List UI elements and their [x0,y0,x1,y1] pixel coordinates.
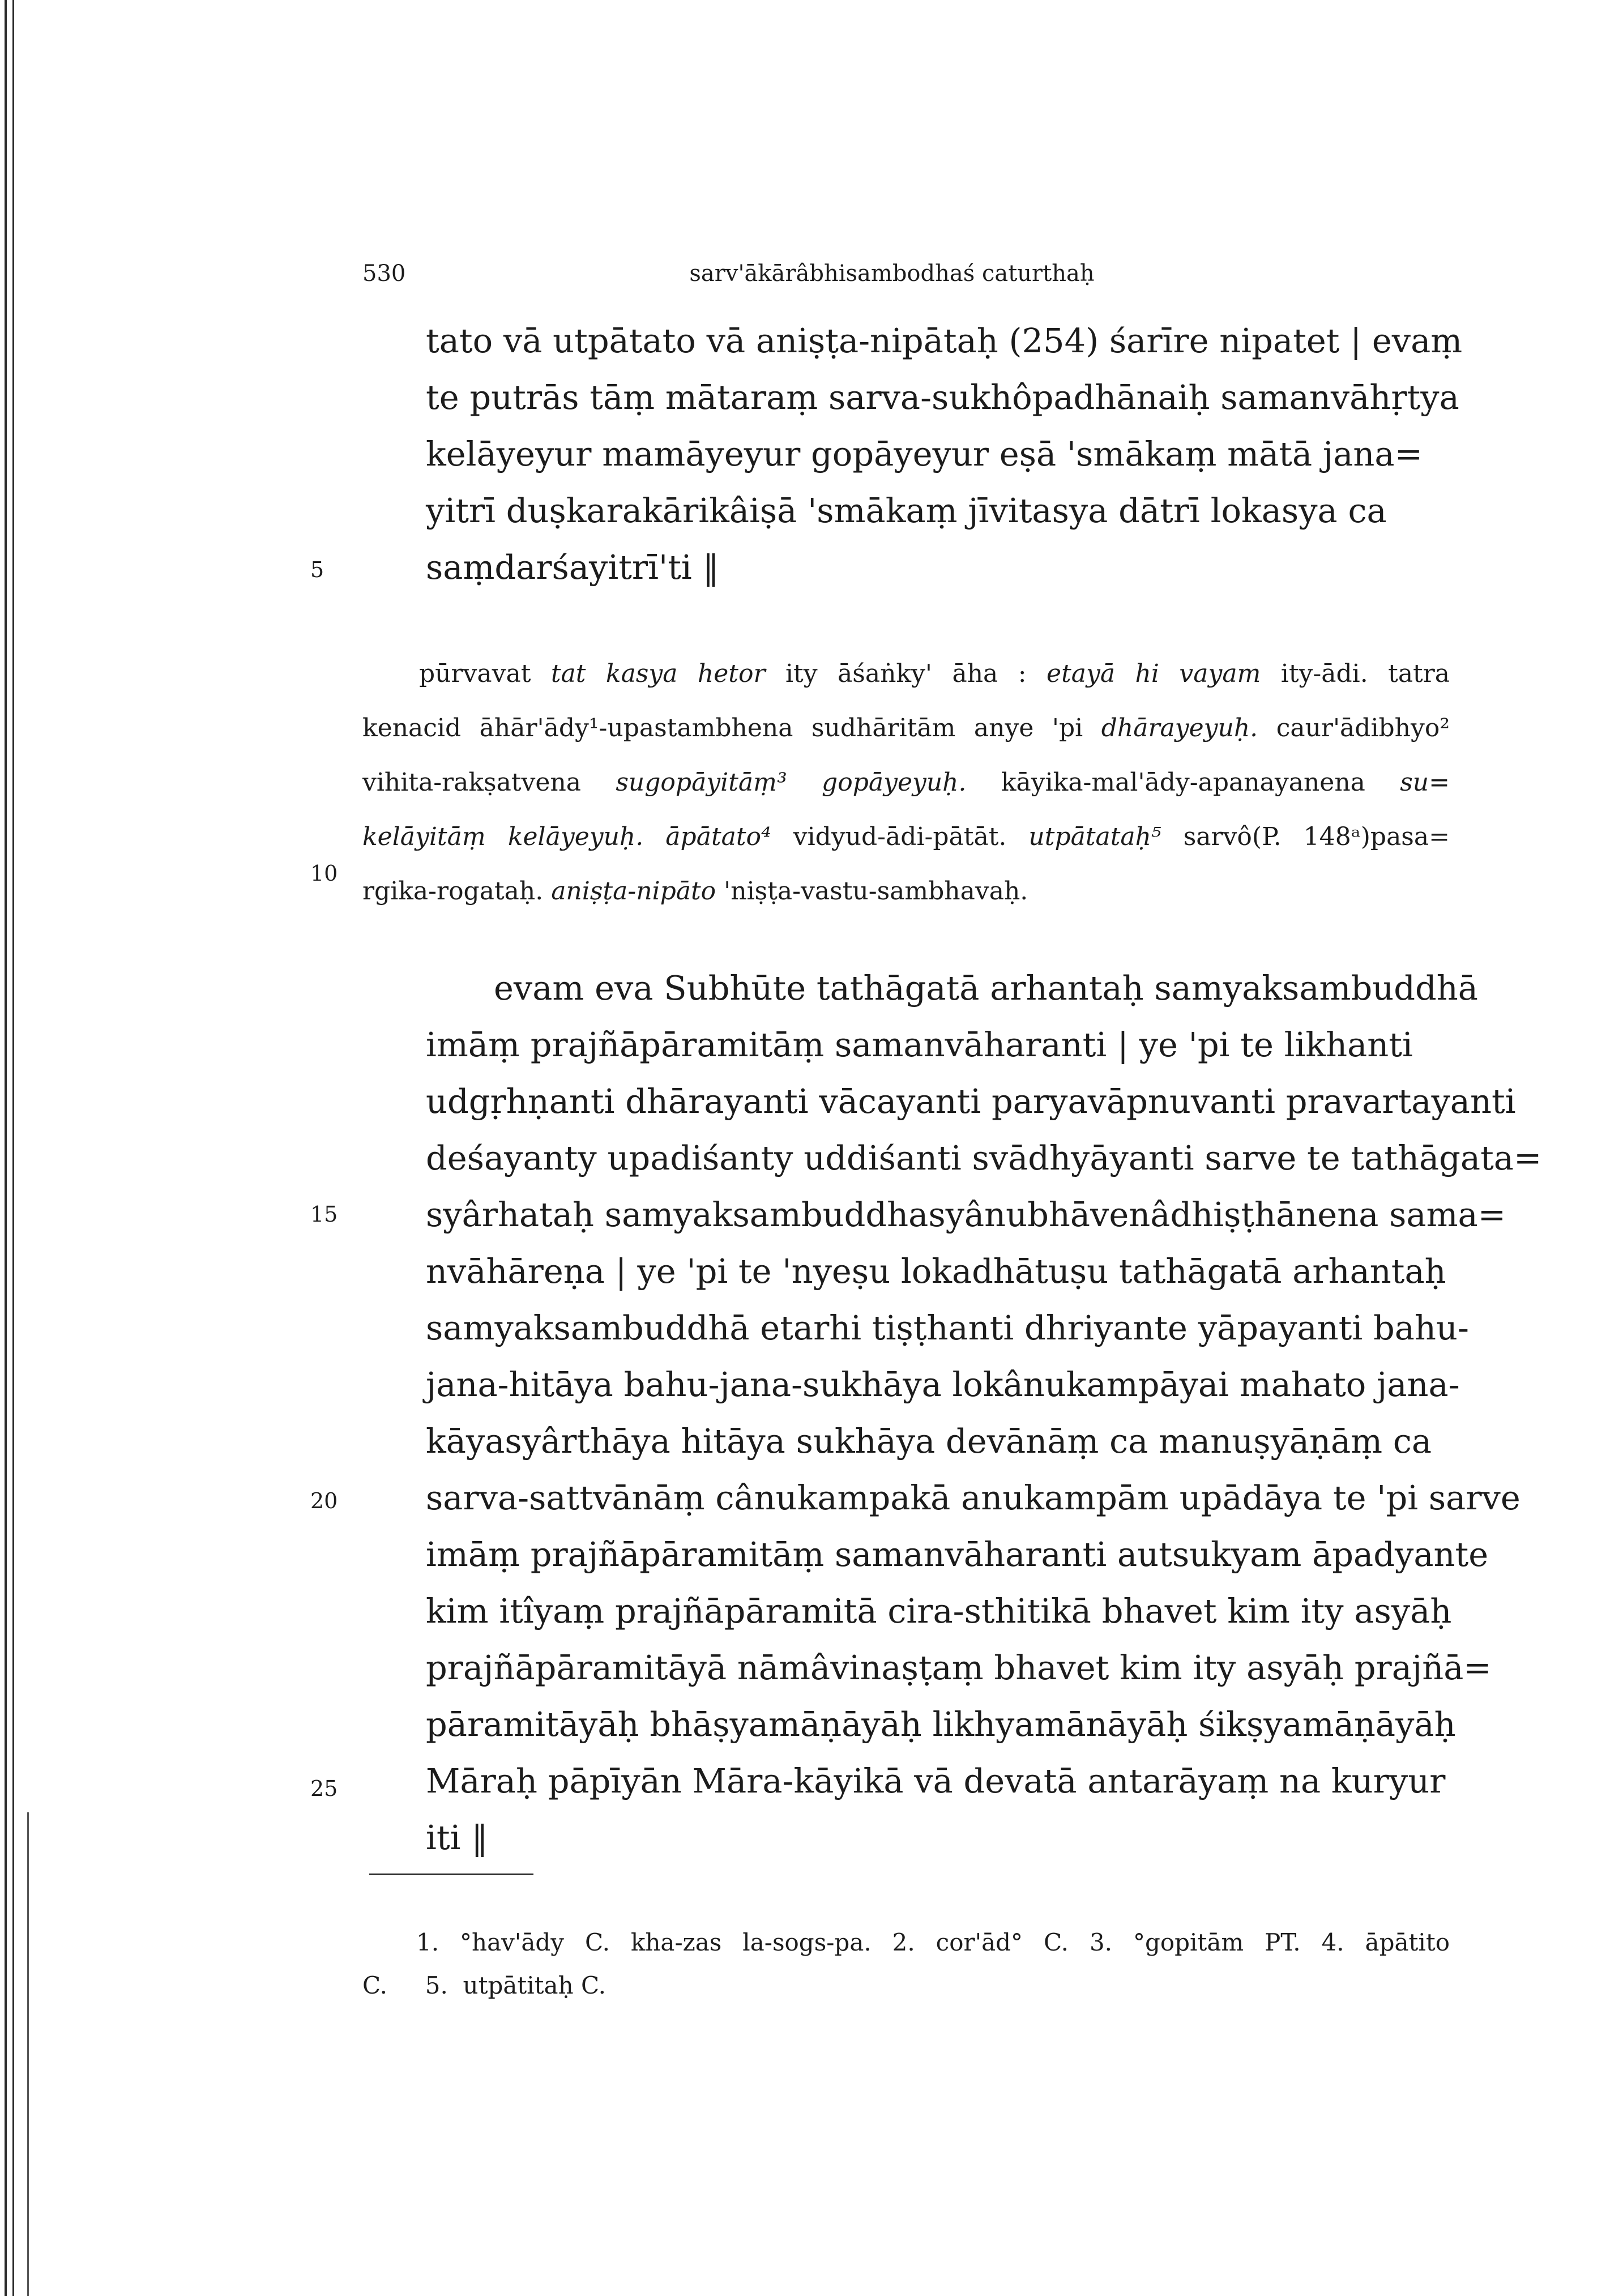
footnotes [362,1921,1450,2007]
footnote-3: 3. °gopitām PT. [1089,1928,1301,1956]
commentary-text: sarvô(P. 148ᵃ)pasa= [1161,822,1450,851]
text-line: tato vā utpātato vā aniṣṭa-nipātaḥ (254) śarīre nipatet | evaṃ [426,321,1463,360]
binding-rule-lower [27,1812,29,2296]
text-line: deśayanty upadiśanty uddiśanti svādhyāyanti sarve te tathāgata= [426,1138,1542,1177]
commentary-text: rgika-rogataḥ. [362,877,552,906]
text-line: syârhataḥ samyaksambuddhasyânubhāvenâdhiṣṭhānena sama= [426,1195,1506,1234]
text-line: prajñāpāramitāyā nāmâvinaṣṭaṃ bhavet kim ity asyāḥ prajñā= [426,1648,1492,1687]
text-line: evam eva Subhūte tathāgatā arhantaḥ samyaksambuddhā [494,968,1478,1008]
commentary-line [362,647,1450,701]
text-line: imāṃ prajñāpāramitāṃ samanvāharanti | ye 'pi te likhanti [426,1025,1413,1064]
text-line: udgṛhṇanti dhārayanti vācayanti paryavāpnuvanti pravartayanti [426,1082,1516,1121]
page-number: 530 [362,261,406,287]
line-number-25: 25 [310,1776,338,1801]
commentary-text: vidyud-ādi-pātāt. [771,822,1029,851]
commentary-paragraph [362,647,1450,919]
text-line: saṃdarśayitrī'ti ‖ [426,548,720,587]
text-line: pāramitāyāḥ bhāṣyamāṇāyāḥ likhyamānāyāḥ śikṣyamāṇāyāḥ [426,1705,1456,1744]
running-title: sarv'ākārâbhisambodhaś caturthaḥ [689,261,1095,287]
text-line: kāyasyârthāya hitāya sukhāya devānāṃ ca manuṣyāṇāṃ ca [426,1422,1432,1461]
text-line: sarva-sattvānāṃ cânukampakā anukampām upādāya te 'pi sarve [426,1478,1521,1517]
commentary-text: kāyika-mal'ādy-apanayanena [966,768,1400,797]
commentary-line [362,756,1450,810]
commentary-text: vihita-rakṣatvena [362,768,616,797]
footnote-line [362,1921,1450,1964]
commentary-line [362,864,1450,919]
text-line: Māraḥ pāpīyān Māra-kāyikā vā devatā antarāyaṃ na kuryur [426,1761,1446,1800]
commentary-line [362,810,1450,864]
line-number-5: 5 [310,557,324,582]
lemma: kelāyitāṃ kelāyeyuḥ. āpātato⁴ [362,822,771,851]
commentary-text: ity āśaṅky' āha : [765,659,1047,688]
main-text-section-2 [426,960,1542,1866]
line-number-15: 15 [310,1202,338,1227]
lemma: tat kasya hetor [550,659,766,688]
main-text-section-1 [426,313,1463,596]
binding-rule-inner [12,0,14,2296]
lemma: utpātataḥ⁵ [1028,822,1161,851]
text-line: te putrās tāṃ mātaraṃ sarva-sukhôpadhānaiḥ samanvāhṛtya [426,378,1459,417]
footnote-line: C. 5. utpātitaḥ C. [362,1971,606,1999]
lemma: dhārayeyuḥ. [1101,714,1258,742]
commentary-text: 'niṣṭa-vastu-sambhavaḥ. [716,877,1028,906]
lemma: etayā hi vayam [1047,659,1261,688]
footnote-4: 4. āpātito [1321,1928,1450,1956]
commentary-text: pūrvavat [419,659,551,688]
lemma: aniṣṭa-nipāto [551,877,716,906]
text-line: samyaksambuddhā etarhi tiṣṭhanti dhriyante yāpayanti bahu- [426,1308,1469,1347]
lemma: su= [1400,768,1450,797]
text-line: imāṃ prajñāpāramitāṃ samanvāharanti autsukyam āpadyante [426,1535,1489,1574]
footnote-1: 1. °hav'ādy C. kha-zas la-sogs-pa. [416,1928,872,1956]
lemma: sugopāyitāṃ³ gopāyeyuḥ. [616,768,967,797]
footnote-rule [369,1873,533,1875]
line-number-20: 20 [310,1488,338,1513]
commentary-text: ity-ādi. tatra [1261,659,1450,688]
text-line: kelāyeyur mamāyeyur gopāyeyur eṣā 'smākaṃ mātā jana= [426,434,1423,473]
commentary-text: caur'ādibhyo² [1258,714,1450,742]
footnote-2: 2. cor'ād° C. [892,1928,1069,1956]
binding-rule-left [5,0,7,2296]
text-line: jana-hitāya bahu-jana-sukhāya lokânukampāyai mahato jana- [426,1365,1460,1404]
text-line: iti ‖ [426,1818,488,1857]
line-number-10: 10 [310,861,338,886]
commentary-line [362,701,1450,756]
commentary-text: kenacid āhār'ādy¹-upastambhena sudhāritām anye 'pi [362,714,1101,742]
text-line: kim itîyaṃ prajñāpāramitā cira-sthitikā bhavet kim ity asyāḥ [426,1591,1452,1631]
text-line: yitrī duṣkarakārikâiṣā 'smākaṃ jīvitasya dātrī lokasya ca [426,491,1387,530]
text-line: nvāhāreṇa | ye 'pi te 'nyeṣu lokadhātuṣu tathāgatā arhantaḥ [426,1252,1446,1291]
